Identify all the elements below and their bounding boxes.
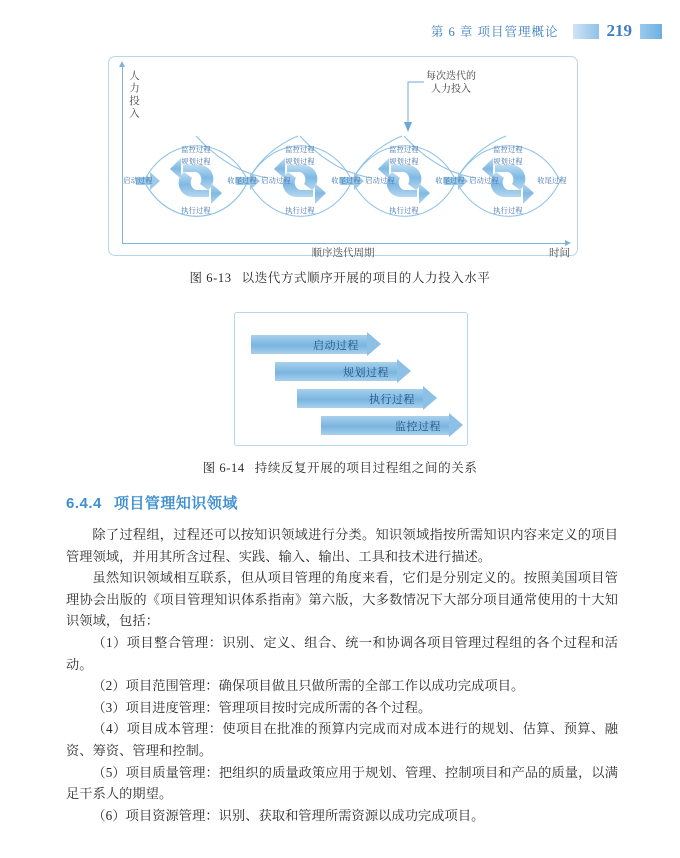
- list-item-2: （2）项目范围管理：确保项目做且只做所需的全部工作以成功完成项目。: [92, 678, 525, 694]
- list-item-3: （3）项目进度管理：管理项目按时完成所需的各个过程。: [92, 699, 432, 715]
- figure-6-14-caption: [0, 458, 680, 476]
- figure-6-13-x-axis-label: 时间: [549, 248, 570, 259]
- cycle-4-label-closing: 收尾过程: [537, 177, 567, 185]
- cycle-2-label-initiating: 启动过程: [261, 177, 291, 185]
- body-content: [66, 524, 618, 826]
- cycle-3-label-closing: 收尾过程: [435, 177, 465, 185]
- figure-6-13-x-axis-center-label: 顺序迭代周期: [311, 248, 375, 259]
- list-item-6: （6）项目资源管理：识别、获取和管理所需资源以成功完成项目。: [92, 807, 485, 823]
- cycle-3-label-monitoring: 监控过程: [389, 146, 419, 154]
- cycle-1-label-closing: 收尾过程: [227, 177, 257, 185]
- cycle-2-label-planning: 规划过程: [285, 158, 315, 166]
- cycle-4-label-monitoring: 监控过程: [493, 146, 523, 154]
- figure-6-13-caption-number: 图 6-13: [189, 271, 232, 285]
- figure-6-14-caption-text: 持续反复开展的项目过程组之间的关系: [254, 461, 478, 475]
- paragraph-2: 虽然知识领域相互联系，但从项目管理的角度来看，它们是分别定义的。按照美国项目管理协会出版的《项目管理知识体系指南》第六版，大多数情况下大部分项目通常使用的十大知识领域，包括：: [66, 570, 618, 629]
- cycle-4-label-planning: 规划过程: [493, 158, 523, 166]
- cycle-3-label-planning: 规划过程: [389, 158, 419, 166]
- process-arrow-initiating: [251, 335, 381, 354]
- process-arrow-monitoring-label: 监控过程: [395, 420, 441, 433]
- figure-6-13-callout-leader: [404, 82, 424, 132]
- figure-6-14-graphics: [235, 313, 467, 445]
- section-title: 项目管理知识领域: [113, 495, 238, 512]
- figure-6-14-caption-number: 图 6-14: [202, 461, 245, 475]
- figure-6-13-graphics: [108, 56, 578, 256]
- header-chapter-title: 第 6 章 项目管理概论: [430, 25, 559, 39]
- cycle-2-label-executing: 执行过程: [285, 207, 315, 215]
- list-item-5: （5）项目质量管理：把组织的质量政策应用于规划、管理、控制项目和产品的质量，以满足干系人的期望。: [66, 764, 618, 802]
- paragraph-1: 除了过程组，过程还可以按知识领域进行分类。知识领域指按所需知识内容来定义的项目管理领域，并用其所含过程、实践、输入、输出、工具和技术进行描述。: [66, 527, 618, 564]
- cycle-3-label-executing: 执行过程: [389, 207, 419, 215]
- header-decorative-swatch-left: [573, 24, 599, 39]
- cycle-3-label-initiating: 启动过程: [365, 177, 395, 185]
- process-arrow-planning-label: 规划过程: [343, 366, 389, 379]
- cycle-1-label-executing: 执行过程: [181, 207, 211, 215]
- process-arrow-executing-label: 执行过程: [369, 393, 415, 406]
- cycle-4-label-executing: 执行过程: [493, 207, 523, 215]
- figure-6-13-caption-text: 以迭代方式顺序开展的项目的人力投入水平: [241, 271, 491, 285]
- cycle-1-label-planning: 规划过程: [181, 158, 211, 166]
- process-arrow-planning: [275, 362, 411, 381]
- process-arrow-executing: [297, 389, 437, 408]
- page-number: 219: [606, 21, 632, 40]
- page-header: [0, 18, 680, 44]
- list-item-4: （4）项目成本管理：使项目在批准的预算内完成而对成本进行的规划、估算、预算、融资、筹资、管理和控制。: [66, 721, 618, 758]
- figure-6-14: [234, 312, 468, 446]
- section-number: 6.4.4: [66, 495, 102, 512]
- figure-6-13-callout-line-1: 每次迭代的: [426, 71, 476, 82]
- cycle-2-label-monitoring: 监控过程: [285, 146, 315, 154]
- cycle-2-label-closing: 收尾过程: [331, 177, 361, 185]
- figure-6-13: [108, 56, 578, 259]
- cycle-1-label-initiating: 启动过程: [123, 177, 153, 185]
- cycle-4-label-initiating: 启动过程: [469, 177, 499, 185]
- figure-6-13-y-axis-label: 人力投入: [128, 70, 139, 120]
- figure-6-13-callout-line-2: 人力投入: [431, 84, 471, 95]
- process-arrow-monitoring: [321, 416, 463, 435]
- figure-6-13-caption: [0, 268, 680, 286]
- section-heading: [66, 492, 238, 513]
- cycle-1-label-monitoring: 监控过程: [181, 146, 211, 154]
- header-decorative-swatch-right: [640, 24, 662, 39]
- process-arrow-initiating-label: 启动过程: [313, 339, 359, 352]
- list-item-1: （1）项目整合管理：识别、定义、组合、统一和协调各项目管理过程组的各个过程和活动。: [66, 634, 618, 672]
